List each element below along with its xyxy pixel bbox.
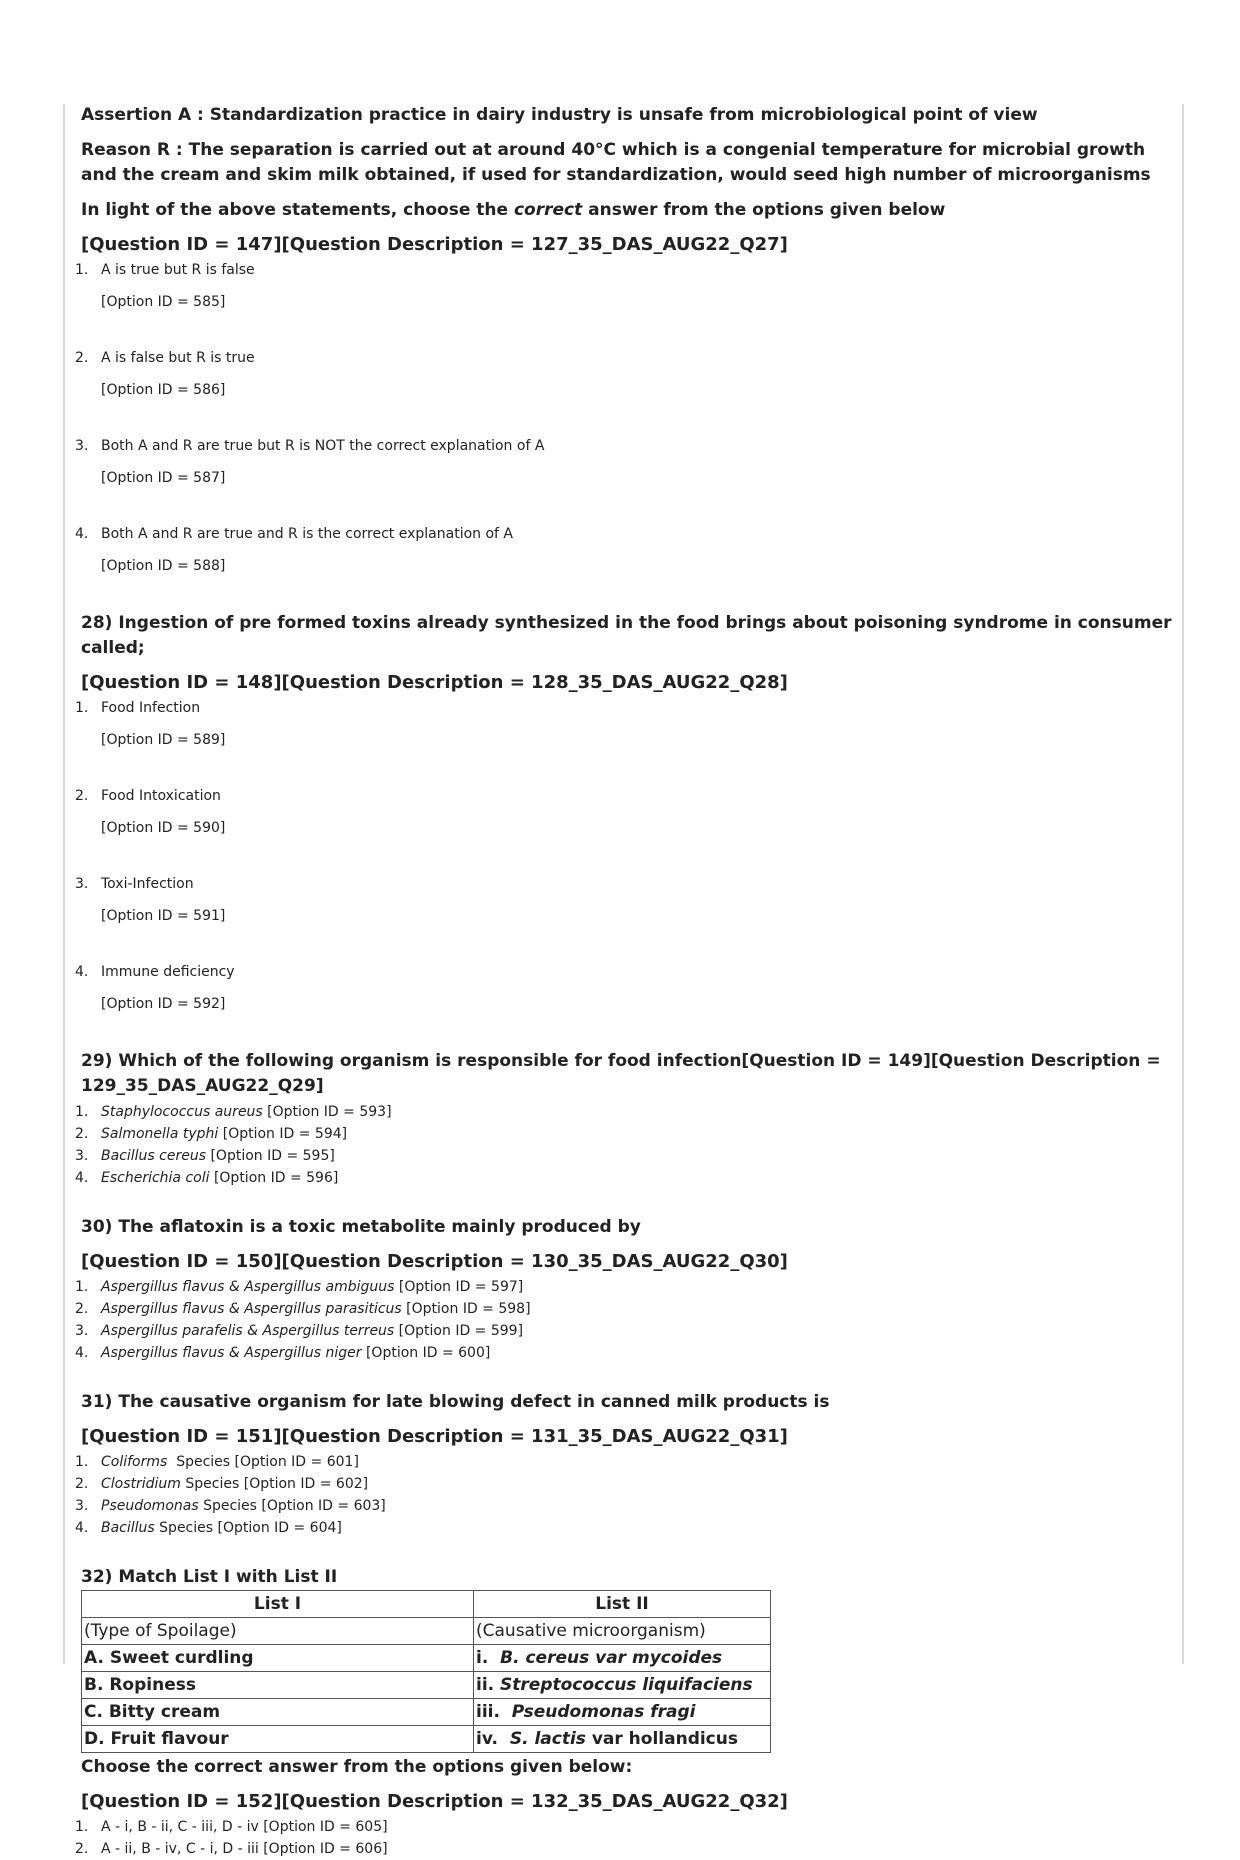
assertion-statement: Assertion A : Standardization practice in dairy industry is unsafe from microbiological point of view <box>81 105 1038 125</box>
list-1-item: D. Fruit flavour <box>82 1726 474 1753</box>
item-label: ii. <box>476 1674 501 1695</box>
option-list <box>75 1816 1175 1860</box>
option-number: 1. <box>75 262 89 278</box>
question-heading: 32) Match List I with List II <box>81 1567 338 1587</box>
option-number: 3. <box>75 876 89 892</box>
option-text: Both A and R are true but R is NOT the correct explanation of A <box>101 438 545 454</box>
option-number: 4. <box>75 526 89 542</box>
option-item <box>75 873 1175 927</box>
option-item <box>75 1101 1175 1123</box>
option-number: 3. <box>75 1498 89 1514</box>
organism-name: Streptococcus liquifaciens <box>500 1674 753 1695</box>
option-item <box>75 347 1175 401</box>
option-item <box>75 1517 1175 1539</box>
option-number: 1. <box>75 700 89 716</box>
table-row <box>82 1726 771 1753</box>
list-1-item: C. Bitty cream <box>82 1699 474 1726</box>
item-label: iv. <box>476 1728 510 1749</box>
option-number: 4. <box>75 1520 89 1536</box>
item-label: iii. <box>476 1701 512 1722</box>
option-item <box>75 1473 1175 1495</box>
option-text: Both A and R are true and R is the correct explanation of A <box>101 526 513 542</box>
option-text: A - ii, B - iv, C - i, D - iii [Option ID = 606] <box>101 1841 388 1857</box>
option-item <box>75 1123 1175 1145</box>
option-number: 2. <box>75 1126 89 1142</box>
option-number: 3. <box>75 1148 89 1164</box>
instruction-text: Choose the correct answer from the options given below: <box>81 1757 633 1777</box>
list-1-subheader: (Type of Spoilage) <box>82 1618 474 1645</box>
option-list <box>75 259 1175 577</box>
option-number: 1. <box>75 1279 89 1295</box>
list-2-item <box>474 1672 771 1699</box>
option-number: 1. <box>75 1104 89 1120</box>
option-number: 4. <box>75 964 89 980</box>
organism-name: Aspergillus flavus & Aspergillus ambiguus <box>101 1279 395 1295</box>
question-id: [Question ID = 148][Question Description = 128_35_DAS_AUG22_Q28] <box>81 672 788 693</box>
question-28 <box>75 611 1175 1015</box>
list-1-item: B. Ropiness <box>82 1672 474 1699</box>
right-margin-rule <box>1182 104 1184 1664</box>
option-id: [Option ID = 596] <box>209 1170 339 1186</box>
list-1-item: A. Sweet curdling <box>82 1645 474 1672</box>
option-id: Species [Option ID = 603] <box>198 1498 386 1514</box>
option-text: Toxi-Infection <box>101 876 194 892</box>
option-id: [Option ID = 600] <box>361 1345 491 1361</box>
instruction-text <box>81 198 1175 223</box>
option-id: Species [Option ID = 604] <box>154 1520 342 1536</box>
organism-name: Escherichia coli <box>101 1170 210 1186</box>
list-1-header: List I <box>82 1591 474 1618</box>
table-row <box>82 1645 771 1672</box>
option-number: 2. <box>75 350 89 366</box>
organism-name: Aspergillus parafelis & Aspergillus terreus <box>101 1323 395 1339</box>
option-item <box>75 1167 1175 1189</box>
option-list <box>75 1276 1175 1364</box>
option-id: Species [Option ID = 602] <box>180 1476 369 1492</box>
instruction-post: answer from the options given below <box>582 200 946 220</box>
option-id: [Option ID = 591] <box>101 908 226 924</box>
organism-name: Staphylococcus aureus <box>101 1104 263 1120</box>
option-number: 1. <box>75 1454 89 1470</box>
organism-name: Pseudomonas <box>101 1498 199 1514</box>
option-list <box>75 1451 1175 1539</box>
option-id: [Option ID = 598] <box>401 1301 531 1317</box>
list-2-subheader: (Causative microorganism) <box>474 1618 771 1645</box>
question-id: [Question ID = 151][Question Description = 131_35_DAS_AUG22_Q31] <box>81 1426 788 1447</box>
option-id: [Option ID = 590] <box>101 820 226 836</box>
option-id: [Option ID = 595] <box>206 1148 335 1164</box>
option-number: 3. <box>75 1323 89 1339</box>
option-item <box>75 523 1175 577</box>
option-id: [Option ID = 594] <box>218 1126 348 1142</box>
option-item <box>75 1276 1175 1298</box>
question-30 <box>75 1215 1175 1390</box>
option-item <box>75 259 1175 313</box>
option-item <box>75 697 1175 751</box>
option-number: 1. <box>75 1819 89 1835</box>
option-number: 2. <box>75 1301 89 1317</box>
question-29 <box>75 1049 1175 1215</box>
question-heading: 30) The aflatoxin is a toxic metabolite mainly produced by <box>81 1217 641 1237</box>
option-item <box>75 961 1175 1015</box>
organism-name: Pseudomonas fragi <box>511 1701 696 1722</box>
option-id: Species [Option ID = 601] <box>167 1454 359 1470</box>
list-2-header: List II <box>474 1591 771 1618</box>
question-paper-content <box>75 103 1175 1860</box>
reason-statement: Reason R : The separation is carried out at around 40°C which is a congenial temperature for microbial growth and the cream and skim milk obtained, if used for standardization, would seed high number of microorganisms <box>81 140 1151 185</box>
option-number: 2. <box>75 788 89 804</box>
option-item <box>75 785 1175 839</box>
option-text: Food Intoxication <box>101 788 221 804</box>
option-number: 2. <box>75 1841 89 1857</box>
option-text: Immune deficiency <box>101 964 235 980</box>
option-number: 4. <box>75 1345 89 1361</box>
option-id: [Option ID = 586] <box>101 382 226 398</box>
option-number: 4. <box>75 1170 89 1186</box>
option-item <box>75 1342 1175 1364</box>
option-list <box>75 1101 1175 1189</box>
match-table <box>81 1590 771 1753</box>
question-heading: 31) The causative organism for late blowing defect in canned milk products is <box>81 1392 830 1412</box>
option-id: [Option ID = 597] <box>394 1279 524 1295</box>
table-header-row <box>82 1591 771 1618</box>
option-item <box>75 435 1175 489</box>
question-31 <box>75 1390 1175 1565</box>
option-number: 2. <box>75 1476 89 1492</box>
question-id: [Question ID = 152][Question Description = 132_35_DAS_AUG22_Q32] <box>81 1791 788 1812</box>
option-item <box>75 1451 1175 1473</box>
list-2-item <box>474 1699 771 1726</box>
list-2-item <box>474 1726 771 1753</box>
question-heading: 29) Which of the following organism is responsible for food infection[Question ID = 149][Question Description = 129_35_DAS_AUG22_Q29] <box>81 1051 1161 1096</box>
option-text: A is false but R is true <box>101 350 255 366</box>
option-item <box>75 1816 1175 1838</box>
instruction-pre: In light of the above statements, choose the <box>81 200 514 220</box>
organism-name: Coliforms <box>101 1454 168 1470</box>
table-row <box>82 1618 771 1645</box>
option-item <box>75 1320 1175 1342</box>
option-id: [Option ID = 599] <box>394 1323 524 1339</box>
option-id: [Option ID = 588] <box>101 558 226 574</box>
organism-name: Clostridium <box>101 1476 181 1492</box>
table-row <box>82 1672 771 1699</box>
item-label: i. <box>476 1647 501 1668</box>
organism-name: S. lactis <box>509 1728 586 1749</box>
option-list <box>75 697 1175 1015</box>
option-id: [Option ID = 585] <box>101 294 226 310</box>
option-id: [Option ID = 589] <box>101 732 226 748</box>
question-id: [Question ID = 147][Question Description = 127_35_DAS_AUG22_Q27] <box>81 234 788 255</box>
organism-name: Bacillus <box>101 1520 155 1536</box>
organism-name: Aspergillus flavus & Aspergillus niger <box>101 1345 362 1361</box>
option-text: A - i, B - ii, C - iii, D - iv [Option ID = 605] <box>101 1819 388 1835</box>
option-id: [Option ID = 592] <box>101 996 226 1012</box>
list-2-item <box>474 1645 771 1672</box>
organism-name: B. cereus var mycoides <box>500 1647 723 1668</box>
question-27 <box>75 103 1175 577</box>
option-text: A is true but R is false <box>101 262 255 278</box>
option-id: [Option ID = 587] <box>101 470 226 486</box>
option-item <box>75 1145 1175 1167</box>
option-item <box>75 1838 1175 1860</box>
option-text: Food Infection <box>101 700 201 716</box>
option-item <box>75 1495 1175 1517</box>
organism-name: Salmonella typhi <box>101 1126 219 1142</box>
table-row <box>82 1699 771 1726</box>
organism-name: Bacillus cereus <box>101 1148 207 1164</box>
option-number: 3. <box>75 438 89 454</box>
left-margin-rule <box>63 104 65 1664</box>
option-id: [Option ID = 593] <box>262 1104 392 1120</box>
question-id: [Question ID = 150][Question Description = 130_35_DAS_AUG22_Q30] <box>81 1251 788 1272</box>
question-heading: 28) Ingestion of pre formed toxins already synthesized in the food brings about poisoning syndrome in consumer called; <box>81 613 1172 658</box>
option-item <box>75 1298 1175 1320</box>
organism-name: Aspergillus flavus & Aspergillus parasiticus <box>101 1301 402 1317</box>
item-suffix: var hollandicus <box>585 1728 738 1749</box>
question-32 <box>75 1565 1175 1860</box>
instruction-emphasis: correct <box>513 200 583 220</box>
